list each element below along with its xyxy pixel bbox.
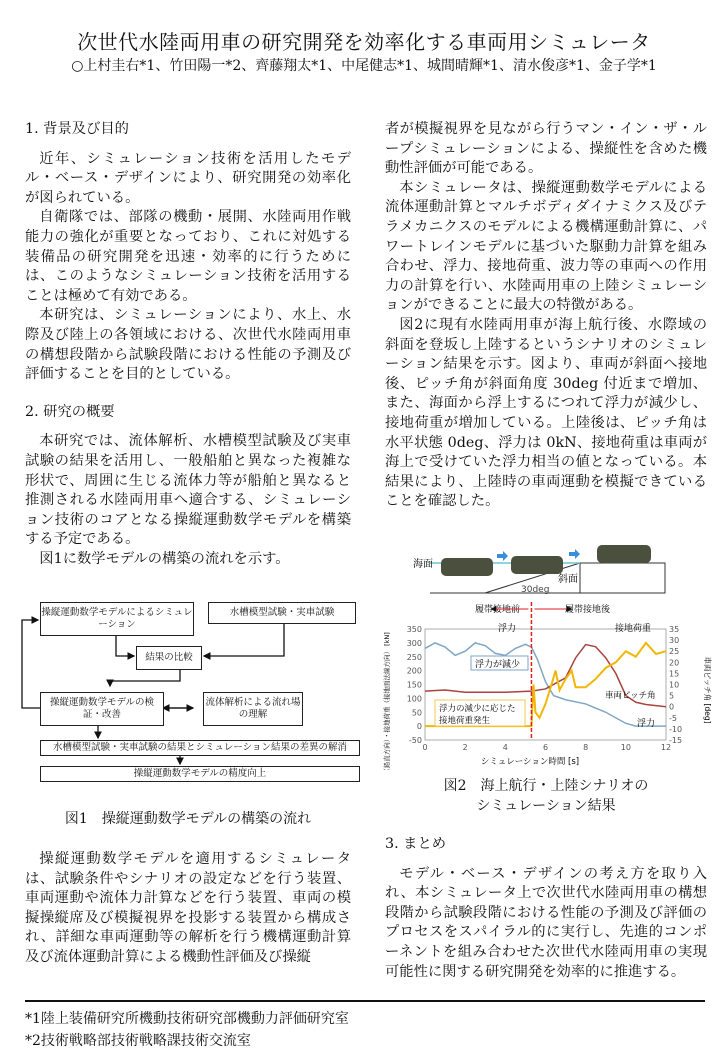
x-tick-label: 2: [462, 743, 468, 752]
y-tick-label: 0: [416, 722, 422, 732]
paragraph: 操縦運動数学モデルを適用するシミュレータは、試験条件やシナリオの設定などを行う装置、車両運動や流体力計算などを行う装置、車両の模擬操縦席及び模擬視界を投影する装置から構成され、詳細な車両運動等の解析を行う機構運動計算及び流体運動計算による機動性評価及び操縦: [25, 851, 351, 965]
x-axis-label: シミュレーション時間 [s]: [480, 757, 580, 767]
y-tick-label: 50: [411, 708, 422, 718]
paragraph: モデル・ベース・デザインの考え方を取り入れ、本シミュレータ上で次世代水陸両用車の構想段階から試験段階における性能の予測及び評価のプロセスをスパイラル的に実行し、先進的コンポーネントを組み合わせた次世代水陸両用車の実現可能性に関する研究開発を効率的に推進する。: [385, 865, 707, 980]
phase-after-label: 履帯接地後: [565, 605, 611, 615]
y2-tick-label: 30: [669, 636, 680, 646]
section-heading: 3. まとめ: [385, 836, 447, 852]
annotation-buoyancy-decrease: 浮力が減少: [475, 660, 521, 670]
figure-2-caption-line1: 図2 海上航行・上陸シナリオの: [443, 778, 649, 794]
flow-box-accuracy: 操縦運動数学モデルの精度向上: [40, 766, 360, 782]
paragraph: 本研究は、シミュレーションにより、水上、水際及び陸上の各領域における、次世代水陸両用車の構想段階から試験段階における性能の予測及び評価することを目的としている。: [25, 307, 351, 383]
figure-2-chart: [375, 540, 715, 770]
footnote-2: *2技術戦略部技術戦略課技術交流室: [25, 1033, 251, 1049]
x-tick-label: 4: [502, 743, 508, 752]
y-tick-label: 350: [406, 625, 422, 634]
y2-tick-label: -5: [669, 713, 677, 723]
figure-2: [375, 540, 715, 770]
paragraph: 図1に数学モデルの構築の流れを示す。: [39, 550, 290, 567]
x-tick-label: 0: [422, 743, 428, 752]
paragraph: 図2に現有水陸両用車が海上航行後、水際域の斜面を登坂し上陸するというシナリオのシミュレーション結果を示す。図より、車両が斜面へ接地後、ピッチ角が斜面角度 30deg 付近まで増加、また、海面から浮上するにつれて浮力が減少し、接地荷重が増加している。上陸後は、ピッチ角は水平状態 0deg、浮力は 0kN、接地荷重は車両が海上で受けていた浮力相当の値となっている。本結果により、上陸時の車両運動を模擬できていることを確認した。: [385, 316, 707, 510]
section-heading: 2. 研究の概要: [25, 403, 115, 420]
y-tick-label: 250: [406, 652, 422, 662]
slope-label: 斜面: [558, 574, 578, 585]
annotation-buoyancy-bottom: 浮力: [637, 719, 656, 729]
paragraph: 本研究では、流体解析、水槽模型試験及び実車試験の結果を活用し、一般船舶と異なった複雑な形状で、周囲に生じる流体力等が船舶と異なると推測される水陸両用車へ適合する、シミュレーション技術のコアとなる操縦運動数学モデルを構築する予定である。: [25, 433, 351, 548]
phase-before-label: 履帯接地前: [475, 605, 521, 615]
flow-box-comparison: 結果の比較: [136, 646, 202, 670]
y2-axis-label: 車両ピッチ角 [deg]: [703, 656, 712, 724]
y2-tick-label: 25: [669, 647, 680, 657]
annotation-pitch: 車両ピッチ角: [605, 691, 656, 701]
annotation-buoyancy: 浮力: [498, 624, 517, 634]
flow-box-simulation: 操縦運動数学モデルによるシミュレーション: [40, 602, 194, 636]
x-tick-label: 10: [620, 743, 631, 752]
x-tick-label: 8: [583, 743, 589, 752]
y-tick-label: 100: [406, 694, 422, 704]
figure-2-caption-line2: シミュレーション結果: [476, 798, 616, 814]
x-tick-label: 12: [660, 743, 672, 752]
footnote-divider: [25, 1000, 705, 1002]
paragraph: 本シミュレータは、操縦運動数学モデルによる流体運動計算とマルチボディダイナミクス及びテラメカニクスのモデルによる機構運動計算に、パワートレインモデルに基づいた駆動力計算を組み合わせ、浮力、接地荷重、波力等の車両への作用力の計算を行い、水陸両用車の上陸シミュレーションができることに最大の特徴がある。: [385, 179, 707, 314]
section-heading: 1. 背景及び目的: [25, 121, 129, 137]
y-tick-label: 200: [406, 666, 422, 676]
figure-1-flowchart: [18, 598, 363, 793]
vehicle-icon: [597, 545, 651, 563]
y2-tick-label: 35: [669, 625, 680, 634]
y2-tick-label: -10: [669, 724, 683, 734]
flow-box-tank-tests: 水槽模型試験・実車試験: [208, 602, 356, 624]
left-column: [25, 120, 351, 587]
figure-1-caption: 図1 操縦運動数学モデルの構築の流れ: [64, 811, 312, 827]
angle-label: 30deg: [521, 585, 550, 595]
y2-tick-label: 15: [669, 669, 680, 679]
y2-tick-label: 20: [669, 658, 680, 668]
vehicle-icon: [441, 558, 493, 576]
flow-box-cfd: 流体解析による流れ場の理解: [203, 692, 303, 726]
arrow-icon: [569, 549, 580, 559]
paragraph: 自衛隊では、部隊の機動・展開、水陸両用作戦能力の強化が重要となっており、これに対処する装備品の研究開発を迅速・効率的に行うためには、このようなシミュレーション技術を活用することは極めて有効である。: [25, 209, 351, 304]
y-tick-label: 300: [406, 638, 422, 648]
x-tick-label: 6: [542, 743, 549, 752]
left-column-bottom: [25, 850, 351, 968]
right-column: [385, 120, 707, 512]
y2-tick-label: 10: [669, 680, 680, 690]
right-column-bottom: [385, 835, 707, 982]
y2-tick-label: 5: [669, 691, 675, 701]
y-axis-label: 浮力（鉛直方向）・接地荷重（接地面法線方向） [kN]: [383, 632, 391, 770]
y-tick-label: 150: [406, 680, 422, 690]
author-list: ○上村圭右*1、竹田陽一*2、齊藤翔太*1、中尾健志*1、城間晴輝*1、清水俊彦*1、金子学*1: [71, 58, 657, 74]
y-tick-label: -50: [408, 736, 422, 745]
footnote-1: *1陸上装備研究所機動技術研究部機動力評価研究室: [25, 1011, 349, 1027]
flow-box-discrepancy: 水槽模型試験・実車試験の結果とシミュレーション結果の差異の解消: [40, 740, 360, 756]
arrow-icon: [497, 551, 508, 561]
annotation-ground-load: 接地荷重: [615, 624, 652, 634]
y2-tick-label: -15: [669, 736, 683, 745]
scene-diagram: [413, 545, 665, 595]
flow-box-verification: 操縦運動数学モデルの検証・改善: [40, 692, 164, 726]
paragraph: 者が模擬視界を見ながら行うマン・イン・ザ・ループシミュレーションによる、操縦性を含めた機動性評価が可能である。: [385, 121, 707, 177]
y2-tick-label: 0: [669, 702, 675, 712]
annotation-load-gen-1: 浮力の減少に応じた: [439, 704, 516, 714]
paragraph: 近年、シミュレーション技術を活用したモデル・ベース・デザインにより、研究開発の効率化が図られている。: [25, 150, 351, 206]
sea-label: 海面: [413, 559, 433, 570]
paper-title: 次世代水陸両用車の研究開発を効率化する車両用シミュレータ: [77, 30, 651, 54]
annotation-load-gen-2: 接地荷重発生: [439, 716, 491, 726]
vehicle-icon: [511, 556, 563, 574]
